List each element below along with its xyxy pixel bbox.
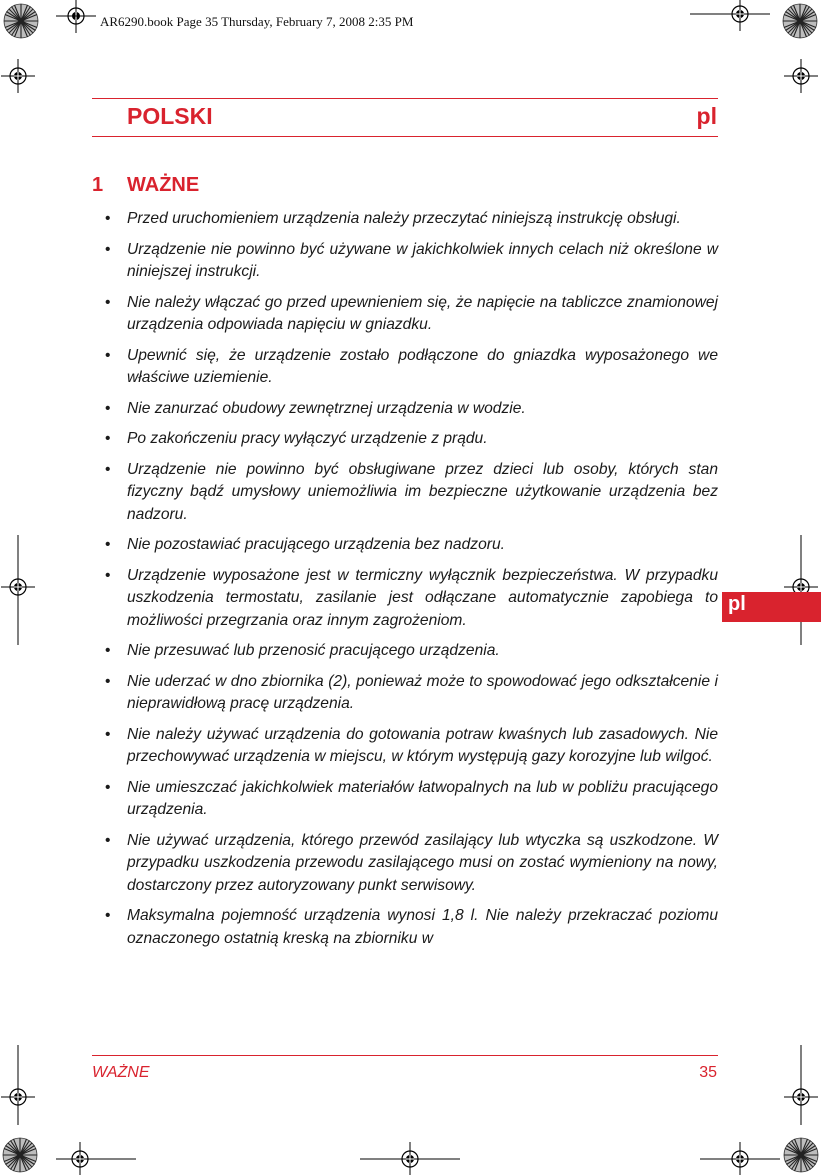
print-slug: AR6290.book Page 35 Thursday, February 7, 2008 2:35 PM bbox=[100, 14, 414, 29]
crop-mark-left-middle bbox=[0, 535, 40, 645]
header-language: POLSKI bbox=[127, 103, 213, 129]
bullet-marker: • bbox=[105, 907, 111, 924]
bullet-marker: • bbox=[105, 831, 111, 849]
list-item bbox=[105, 724, 718, 769]
bullet-marker: • bbox=[105, 293, 111, 311]
registration-mark-bottom-left-star bbox=[0, 1135, 40, 1175]
list-item bbox=[105, 640, 718, 663]
bullet-marker: • bbox=[105, 240, 111, 258]
list-item-text: Nie zanurzać obudowy zewnętrznej urządzenia w wodzie. bbox=[127, 399, 526, 417]
list-item bbox=[105, 830, 718, 898]
list-item bbox=[105, 398, 718, 421]
crop-mark-left-lower bbox=[0, 1045, 40, 1125]
list-item-text: Nie używać urządzenia, którego przewód zasilający lub wtyczka są uszkodzone. W przypadku uszkodzenia przewodu zasilającego musi on zostać wymieniony na nowy, dostarczony przez autoryzowany punkt serwisowy. bbox=[127, 831, 718, 894]
list-item-text: Nie przesuwać lub przenosić pracującego urządzenia. bbox=[127, 642, 500, 659]
list-item bbox=[105, 671, 718, 716]
registration-mark-top-left-star bbox=[0, 0, 42, 42]
list-item-text: Urządzenie nie powinno być obsługiwane przez dzieci lub osoby, których stan fizyczny bądź umysłowy uniemożliwia im bezpieczne użytkowanie urządzenia bez nadzoru. bbox=[127, 460, 718, 523]
list-item-text: Urządzenie wyposażone jest w termiczny wyłącznik bezpieczeństwa. W przypadku uszkodzenia termostatu, zasilanie jest odłączane automatycznie zapobiega to możliwości przegrzania oraz innym zagrożeniom. bbox=[127, 566, 718, 629]
list-item-text: Upewnić się, że urządzenie zostało podłączone do gniazdka wyposażonego we właściwe uziemienie. bbox=[127, 346, 718, 386]
list-item bbox=[105, 459, 718, 527]
section-number: 1 bbox=[92, 174, 104, 196]
bullet-marker: • bbox=[105, 642, 111, 659]
list-item-text: Przed uruchomieniem urządzenia należy przeczytać niniejszą instrukcję obsługi. bbox=[127, 210, 681, 227]
language-side-tab bbox=[722, 592, 821, 622]
crop-mark-right-upper bbox=[781, 56, 821, 96]
bullet-marker: • bbox=[105, 460, 111, 478]
list-item-text: Nie należy włączać go przed upewnieniem się, że napięcie na tabliczce znamionowej urządzenia odpowiada napięciu w gniazdku. bbox=[127, 293, 718, 333]
crop-mark-left-upper bbox=[0, 56, 40, 96]
list-item bbox=[105, 777, 718, 822]
bullet-marker: • bbox=[105, 536, 111, 553]
list-item-text: Urządzenie nie powinno być używane w jakichkolwiek innych celach niż określone w niniejszej instrukcji. bbox=[127, 240, 718, 280]
list-item bbox=[105, 345, 718, 390]
bullet-marker: • bbox=[105, 566, 111, 584]
side-tab-label: pl bbox=[728, 593, 746, 615]
bullet-marker: • bbox=[105, 210, 111, 227]
list-item bbox=[105, 534, 718, 557]
list-item bbox=[105, 292, 718, 337]
list-item-text: Po zakończeniu pracy wyłączyć urządzenie z prądu. bbox=[127, 430, 488, 447]
registration-mark-bottom-right-star bbox=[781, 1135, 821, 1175]
crop-mark-right-lower bbox=[781, 1045, 821, 1125]
header-rule-top bbox=[92, 98, 718, 99]
bullet-marker: • bbox=[105, 399, 111, 417]
safety-instructions-list bbox=[105, 208, 718, 958]
bullet-marker: • bbox=[105, 778, 111, 796]
footer-rule bbox=[92, 1055, 718, 1056]
list-item-text: Nie umieszczać jakichkolwiek materiałów łatwopalnych na lub w pobliżu pracującego urządzenia. bbox=[127, 778, 718, 818]
header-rule-bottom bbox=[92, 136, 718, 137]
list-item bbox=[105, 905, 718, 950]
list-item-text: Nie uderzać w dno zbiornika (2), ponieważ może to spowodować jego odkształcenie i nieprawidłową pracę urządzenia. bbox=[127, 672, 718, 712]
list-item-text: Nie pozostawiać pracującego urządzenia bez nadzoru. bbox=[127, 536, 505, 553]
list-item bbox=[105, 239, 718, 284]
bullet-marker: • bbox=[105, 346, 111, 364]
header-language-code: pl bbox=[696, 103, 717, 129]
list-item bbox=[105, 208, 718, 231]
bullet-marker: • bbox=[105, 672, 111, 690]
crop-mark-bottom-right bbox=[700, 1135, 780, 1175]
bullet-marker: • bbox=[105, 725, 111, 743]
list-item bbox=[105, 565, 718, 633]
crop-mark-bottom-left bbox=[56, 1135, 136, 1175]
page-number: 35 bbox=[699, 1064, 717, 1081]
bullet-marker: • bbox=[105, 430, 111, 447]
registration-mark-top-right-star bbox=[779, 0, 821, 42]
section-title: WAŻNE bbox=[127, 174, 200, 196]
list-item bbox=[105, 428, 718, 451]
list-item-text: Nie należy używać urządzenia do gotowania potraw kwaśnych lub zasadowych. Nie przechowywać urządzenia w miejscu, w którym występują gazy korozyjne lub wilgoć. bbox=[127, 725, 718, 765]
footer-section-name: WAŻNE bbox=[92, 1064, 150, 1081]
crop-mark-top-left bbox=[56, 0, 96, 40]
crop-mark-bottom-center bbox=[360, 1135, 460, 1175]
crop-mark-right-middle bbox=[781, 535, 821, 645]
list-item-text: Maksymalna pojemność urządzenia wynosi 1,8 l. Nie należy przekraczać poziomu oznaczonego ostatnią kreską na zbiorniku w bbox=[127, 907, 718, 947]
crop-mark-top-right bbox=[690, 0, 770, 40]
